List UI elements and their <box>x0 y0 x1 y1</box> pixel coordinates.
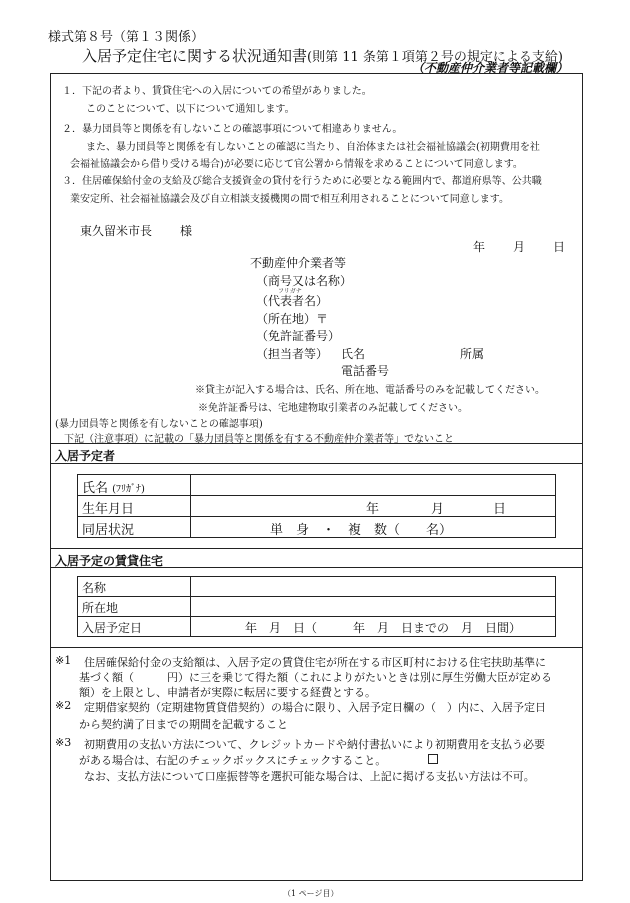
confirmation-text: 下記（注意事項）に記載の「暴力団員等と関係を有する不動産仲介業者等」でないこと <box>64 434 454 445</box>
housing-name-field[interactable] <box>192 578 554 595</box>
date-day: 日 <box>553 240 566 254</box>
page-number: （1 ページ目） <box>283 889 339 898</box>
notice-p2b: また、暴力団員等と関係を有しないことの確認に当たり、自治体または社会福祉協議会(初期費用を社 <box>86 142 540 153</box>
note1-line3: 額）を上限とし、申請者が実際に転居に要する経費とする。 <box>79 686 376 699</box>
divider <box>50 567 583 568</box>
note3-line2: がある場合は、右記のチェックボックスにチェックすること。 <box>79 754 387 767</box>
note1-mark: ※1 <box>55 654 72 667</box>
tenant-name-field[interactable] <box>192 476 554 494</box>
addressee-name: 東久留米市長 <box>80 224 153 238</box>
tenant-birth-label: 生年月日 <box>82 502 135 517</box>
housing-address-field[interactable] <box>192 598 554 615</box>
note2-line1: 定期借家契約（定期建物賃貸借契約）の場合に限り、入居予定日欄の（ ）内に、入居予定日 <box>84 701 546 714</box>
agent-phone: 電話番号 <box>341 364 390 378</box>
title-main: 入居予定住宅に関する状況通知書 <box>82 47 308 65</box>
table-row-divider <box>77 516 556 517</box>
notice-p3: ３．住居確保給付金の支給及び総合支援資金の貸付を行うために必要となる範囲内で、都道府県等、公共職 <box>62 176 542 187</box>
housing-section-title: 入居予定の賃貸住宅 <box>55 554 164 568</box>
agent-trade-name: （商号又は名称） <box>256 274 353 288</box>
note3-mark: ※3 <box>55 736 72 749</box>
date-month: 月 <box>513 240 526 254</box>
divider <box>50 443 583 444</box>
table-divider <box>190 474 191 538</box>
note3-line3: なお、支払方法について口座振替等を選択可能な場合は、上記に掲げる支払い方法は不可。 <box>84 770 535 783</box>
note2-mark: ※2 <box>55 699 72 712</box>
agent-note2: ※免許証番号は、宅地建物取引業者のみ記載してください。 <box>198 403 468 414</box>
tenant-name-kana: (ﾌﾘｶﾞﾅ) <box>112 484 145 495</box>
housing-name-label: 名称 <box>82 581 107 595</box>
date-year: 年 <box>473 240 486 254</box>
notice-p1b: このことについて、以下について通知します。 <box>86 104 295 115</box>
note1-line1: 住居確保給付金の支給額は、入居予定の賃貸住宅が所在する市区町村における住宅扶助基準に <box>84 656 546 669</box>
table-row-divider <box>77 495 556 496</box>
confirmation-label: (暴力団員等と関係を有しないことの確認事項) <box>55 419 263 430</box>
table-row-divider <box>77 616 556 617</box>
note3-line1: 初期費用の支払い方法について、クレジットカードや納付書払いにより初期費用を支払う必要 <box>84 738 545 751</box>
agent-license: （免許証番号） <box>256 329 341 343</box>
notice-p3b: 業安定所、社会福祉協議会及び自立相談支援機関の間で相互利用されることについて同意します。 <box>70 194 509 205</box>
divider <box>50 548 583 549</box>
agent-furigana: フリガナ <box>278 288 302 295</box>
divider <box>50 463 583 464</box>
form-number: 様式第８号（第１３関係） <box>48 30 205 45</box>
addressee-honorific: 様 <box>180 224 193 238</box>
agent-staff-dept: 所属 <box>460 347 485 361</box>
divider <box>50 647 583 648</box>
agent-note1: ※貸主が記入する場合は、氏名、所在地、電話番号のみを記載してください。 <box>195 385 545 396</box>
tenant-birth-year: 年 <box>366 502 380 517</box>
tenant-name-label <box>82 477 145 496</box>
housing-move-in-label: 入居予定日 <box>82 621 143 635</box>
table-divider <box>190 576 191 637</box>
tenant-name-text: 氏名 <box>82 481 109 496</box>
tenant-section-title: 入居予定者 <box>55 449 116 463</box>
note1-line2: 基づく額（ 円）に三を乗じて得た額（これによりがたいときは別に厚生労働大臣が定める <box>79 671 552 684</box>
tenant-birth-day: 日 <box>493 502 507 517</box>
tenant-household-value[interactable]: 単 身 ・ 複 数（ 名） <box>270 523 453 538</box>
agent-representative: （代表者名） <box>256 294 329 308</box>
subtitle: （不動産仲介業者等記載欄） <box>412 61 569 75</box>
housing-move-in-value[interactable]: 年 月 日（ 年 月 日までの 月 日間） <box>245 621 522 635</box>
housing-address-label: 所在地 <box>82 601 119 615</box>
tenant-household-label: 同居状況 <box>82 523 135 538</box>
agent-heading: 不動産仲介業者等 <box>250 256 347 270</box>
payment-checkbox[interactable] <box>428 754 438 764</box>
notice-p1: １．下記の者より、賃貸住宅への入居についての希望がありました。 <box>62 86 372 97</box>
note2-line2: から契約満了日までの期間を記載すること <box>79 718 288 731</box>
table-row-divider <box>77 596 556 597</box>
agent-staff: （担当者等） <box>256 347 329 361</box>
agent-staff-name: 氏名 <box>341 347 366 361</box>
notice-p2: ２．暴力団員等と関係を有しないことの確認事項について相違ありません。 <box>62 124 403 135</box>
title-suffix: (則第 11 条第１項第２号の規定による支給) <box>307 50 563 65</box>
agent-address: （所在地）〒 <box>256 312 329 326</box>
tenant-birth-month: 月 <box>431 502 445 517</box>
notice-p2c: 会福祉協議会から借り受ける場合)が必要に応じて官公署から情報を求めることについて同意します。 <box>70 159 523 170</box>
